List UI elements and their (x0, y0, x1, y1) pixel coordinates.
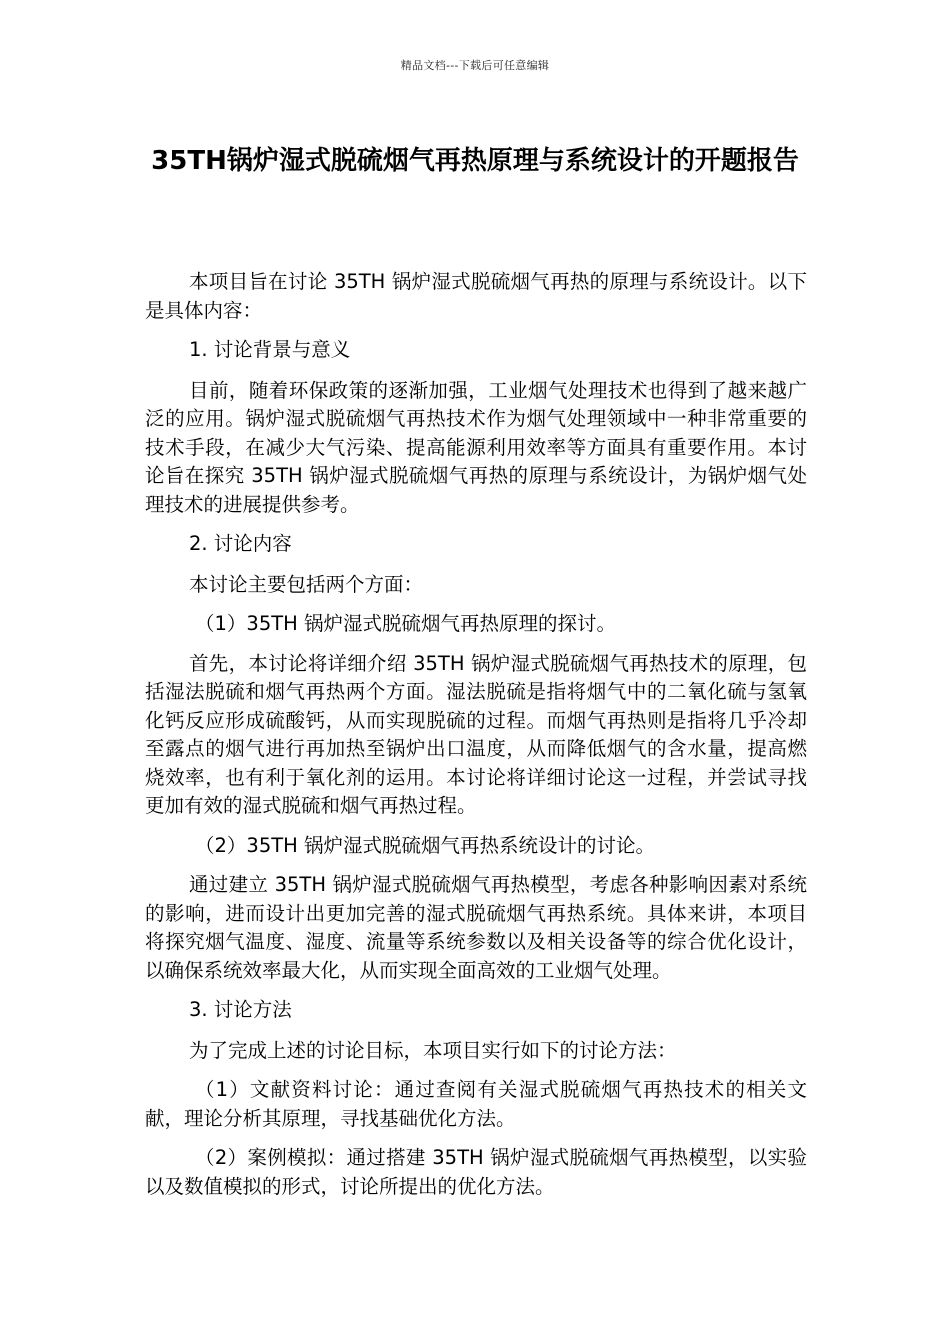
system-design-paragraph: 通过建立 35TH 锅炉湿式脱硫烟气再热模型，考虑各种影响因素对系统的影响，进而设计出更加完善的湿式脱硫烟气再热系统。具体来讲，本项目将探究烟气温度、湿度、流量等系统参数以及相关设备等的综合优化设计，以确保系统效率最大化，从而实现全面高效的工业烟气处理。 (145, 873, 807, 982)
method-case-simulation: （2）案例模拟：通过搭建 35TH 锅炉湿式脱硫烟气再热模型，以实验以及数值模拟的形式，讨论所提出的优化方法。 (145, 1146, 807, 1198)
subsection-system-design: （2）35TH 锅炉湿式脱硫烟气再热系统设计的讨论。 (195, 833, 655, 857)
intro-paragraph: 本项目旨在讨论 35TH 锅炉湿式脱硫烟气再热的原理与系统设计。以下是具体内容： (145, 270, 807, 322)
methods-intro-paragraph: 为了完成上述的讨论目标，本项目实行如下的讨论方法： (189, 1038, 677, 1062)
content-intro-paragraph: 本讨论主要包括两个方面： (189, 572, 424, 596)
document-body (145, 268, 807, 1212)
section-heading-content: 2. 讨论内容 (189, 532, 292, 555)
method-literature: （1）文献资料讨论：通过查阅有关湿式脱硫烟气再热技术的相关文献，理论分析其原理，寻找基础优化方法。 (145, 1078, 807, 1130)
section-heading-methods: 3. 讨论方法 (189, 998, 292, 1021)
subsection-principle: （1）35TH 锅炉湿式脱硫烟气再热原理的探讨。 (195, 612, 616, 635)
section-heading-background: 1. 讨论背景与意义 (189, 338, 351, 361)
background-paragraph: 目前，随着环保政策的逐渐加强，工业烟气处理技术也得到了越来越广泛的应用。锅炉湿式脱硫烟气再热技术作为烟气处理领域中一种非常重要的技术手段，在减少大气污染、提高能源利用效率等方面具有重要作用。本讨论旨在探究 35TH 锅炉湿式脱硫烟气再热的原理与系统设计，为锅炉烟气处理技术的进展提供参考。 (145, 378, 807, 516)
header-note: 精品文档---下载后可任意编辑 (400, 59, 550, 72)
document-title: 35TH锅炉湿式脱硫烟气再热原理与系统设计的开题报告 (151, 146, 799, 176)
principle-paragraph: 首先，本讨论将详细介绍 35TH 锅炉湿式脱硫烟气再热技术的原理，包括湿法脱硫和烟气再热两个方面。湿法脱硫是指将烟气中的二氧化硫与氢氧化钙反应形成硫酸钙，从而实现脱硫的过程。而烟气再热则是指将几乎冷却至露点的烟气进行再加热至锅炉出口温度，从而降低烟气的含水量，提高燃烧效率，也有利于氧化剂的运用。本讨论将详细讨论这一过程，并尝试寻找更加有效的湿式脱硫和烟气再热过程。 (145, 651, 807, 817)
